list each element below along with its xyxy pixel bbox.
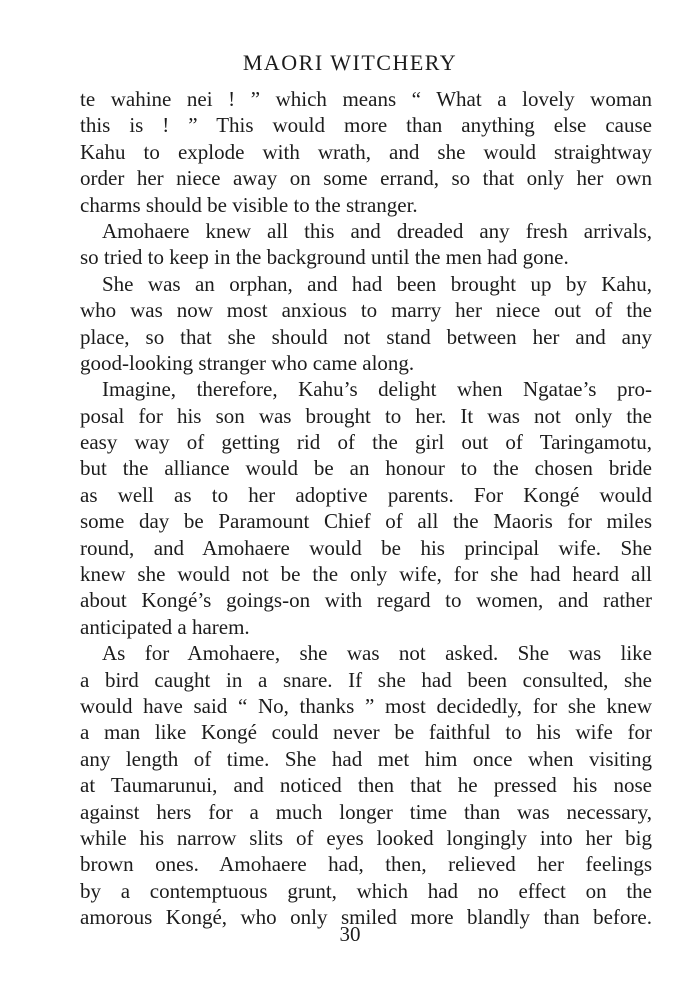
body-text: [80, 86, 652, 931]
text-line: Amohaere knew all this and dreaded any fresh arrivals,: [102, 218, 652, 243]
text-line: round, and Amohaere would be his principal wife. She: [80, 535, 652, 560]
text-line: against hers for a much longer time than was necessary,: [80, 799, 652, 824]
paragraph: [80, 218, 652, 271]
text-line: te wahine nei ! ” which means “ What a lovely woman: [80, 87, 652, 111]
text-line: easy way of getting rid of the girl out of Taringamotu,: [80, 430, 652, 455]
text-line: amorous Kongé, who only smiled more blandly than before.: [80, 905, 652, 930]
text-line: a man like Kongé could never be faithful to his wife for: [80, 720, 652, 745]
text-line: any length of time. She had met him once when visiting: [80, 746, 652, 771]
text-line: As for Amohaere, she was not asked. She was like: [102, 641, 652, 666]
text-line: Imagine, therefore, Kahu’s delight when Ngatae’s pro-: [102, 377, 652, 402]
text-line: this is ! ” This would more than anything else cause: [80, 113, 652, 138]
text-line: She was an orphan, and had been brought up by Kahu,: [102, 271, 652, 296]
text-line: anticipated a harem.: [80, 614, 250, 639]
paragraph: [80, 86, 652, 218]
text-line: charms should be visible to the stranger.: [80, 192, 418, 217]
text-line: order her niece away on some errand, so that only her own: [80, 166, 652, 191]
text-line: by a contemptuous grunt, which had no effect on the: [80, 878, 652, 903]
paragraph: [80, 376, 652, 640]
text-line: at Taumarunui, and noticed then that he pressed his nose: [80, 773, 652, 798]
text-line: good-looking stranger who came along.: [80, 350, 415, 375]
text-line: but the alliance would be an honour to the chosen bride: [80, 456, 652, 481]
text-line: place, so that she should not stand between her and any: [80, 324, 652, 349]
text-line: while his narrow slits of eyes looked longingly into her big: [80, 825, 652, 850]
text-line: posal for his son was brought to her. It was not only the: [80, 403, 652, 428]
text-line: some day be Paramount Chief of all the Maoris for miles: [80, 509, 652, 534]
paragraph: [80, 640, 652, 930]
text-line: who was now most anxious to marry her niece out of the: [80, 298, 652, 323]
text-line: Kahu to explode with wrath, and she would straightway: [80, 139, 652, 164]
text-line: so tried to keep in the background until the men had gone.: [80, 245, 569, 270]
running-head: MAORI WITCHERY: [242, 50, 458, 75]
page-number: 30: [339, 922, 361, 946]
text-line: knew she would not be the only wife, for she had heard all: [80, 562, 652, 587]
text-line: about Kongé’s goings-on with regard to women, and rather: [80, 588, 652, 613]
text-line: brown ones. Amohaere had, then, relieved her feelings: [80, 852, 652, 877]
text-line: would have said “ No, thanks ” most decidedly, for she knew: [80, 693, 652, 718]
text-line: as well as to her adoptive parents. For Kongé would: [80, 482, 652, 507]
paragraph: [80, 271, 652, 377]
text-line: a bird caught in a snare. If she had been consulted, she: [80, 667, 652, 692]
